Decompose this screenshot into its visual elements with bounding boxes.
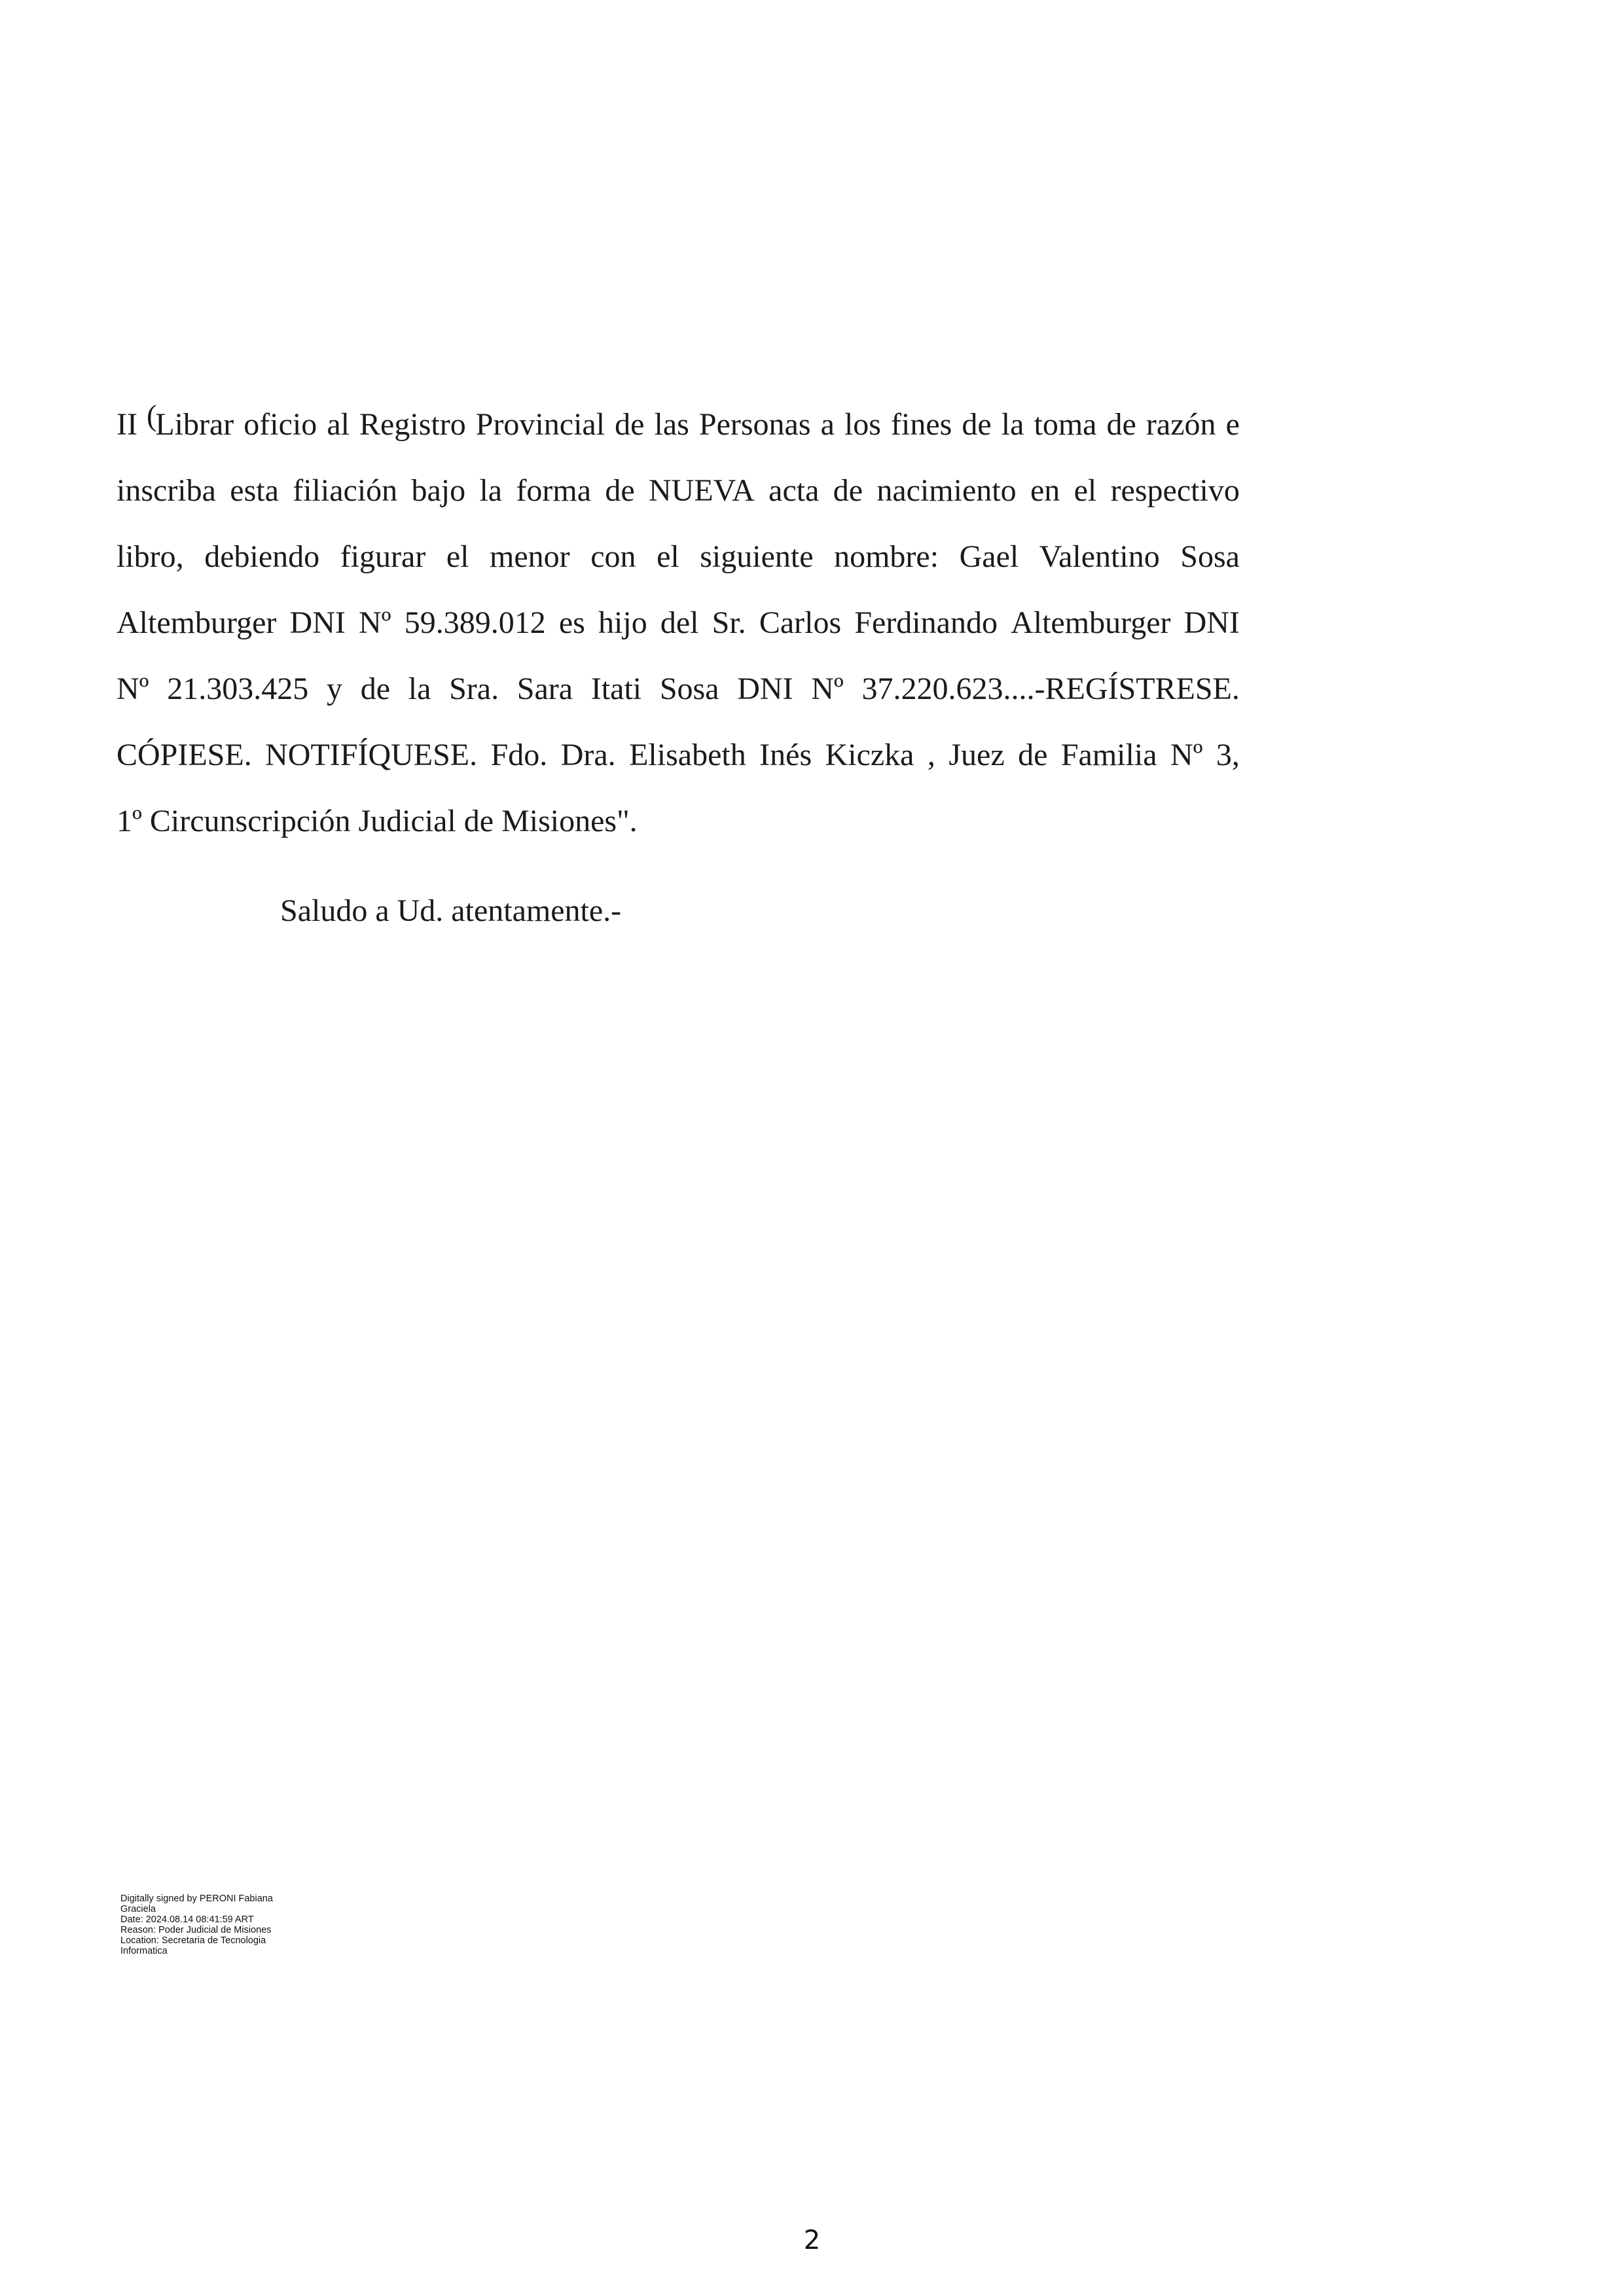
word: DNI: [1183, 605, 1240, 640]
paragraph-paren: (: [146, 399, 157, 432]
word: de: [360, 672, 391, 706]
word: Sara: [516, 672, 573, 706]
paragraph-line: 1º Circunscripción Judicial de Misiones".: [117, 804, 638, 838]
signature-line: Digitally signed by PERONI Fabiana: [120, 1893, 273, 1904]
word: Personas: [698, 407, 811, 442]
word: la: [408, 672, 431, 706]
word: Familia: [1060, 738, 1157, 772]
signature-reason: Reason: Poder Judicial de Misiones: [120, 1925, 272, 1935]
word: Juez: [948, 738, 1005, 772]
word: del: [660, 605, 699, 640]
word: los: [844, 407, 881, 442]
word: Valentino: [1039, 539, 1160, 574]
signature-date: Date: 2024.08.14 08:41:59 ART: [120, 1914, 254, 1925]
word: acta: [768, 473, 820, 508]
word: de: [833, 473, 863, 508]
word: Fdo.: [490, 738, 548, 772]
word: 21.303.425: [167, 672, 309, 706]
word: Registro: [359, 407, 466, 442]
word: es: [558, 605, 585, 640]
signature-location: Location: Secretaria de Tecnologia: [120, 1935, 266, 1946]
word: respectivo: [1110, 473, 1240, 508]
word: a: [820, 407, 835, 442]
page-number: 2: [803, 2225, 821, 2255]
paragraph-number-label: II: [117, 407, 137, 442]
word: en: [1030, 473, 1060, 508]
word: 59.389.012: [404, 605, 546, 640]
word: Sr.: [712, 605, 746, 640]
word: DNI: [289, 605, 346, 640]
word: Kiczka: [825, 738, 914, 772]
word: Inés: [759, 738, 812, 772]
word: esta: [230, 473, 279, 508]
word: bajo: [411, 473, 466, 508]
word: el: [446, 539, 469, 574]
word: Librar: [155, 407, 234, 442]
word: figurar: [340, 539, 426, 574]
word: CÓPIESE.: [117, 738, 252, 772]
word: inscriba: [117, 473, 216, 508]
word: Itati: [590, 672, 642, 706]
digital-signature-block: [120, 1893, 330, 1956]
word: el: [657, 539, 679, 574]
paragraph-line: [117, 656, 1240, 722]
word: fines: [891, 407, 952, 442]
word: Nº: [359, 605, 391, 640]
word: Ferdinando: [854, 605, 998, 640]
word: oficio: [244, 407, 317, 442]
word: 3,: [1216, 738, 1240, 772]
word: Sosa: [659, 672, 719, 706]
word: razón: [1146, 407, 1216, 442]
word: NUEVA: [649, 473, 755, 508]
word: Provincial: [475, 407, 605, 442]
word: Sra.: [449, 672, 499, 706]
word: de: [615, 407, 645, 442]
word: y: [326, 672, 342, 706]
word: Dra.: [560, 738, 616, 772]
word: Nº: [1170, 738, 1203, 772]
word: debiendo: [204, 539, 320, 574]
word: libro,: [117, 539, 184, 574]
body-paragraph: [117, 391, 1240, 854]
signature-line: Informatica: [120, 1946, 168, 1956]
word: la: [479, 473, 503, 508]
word: Elisabeth: [629, 738, 746, 772]
word: nombre:: [834, 539, 939, 574]
word: Gael: [959, 539, 1019, 574]
word: ,: [927, 738, 935, 772]
word: menor: [490, 539, 570, 574]
word: de: [1018, 738, 1048, 772]
word: al: [327, 407, 350, 442]
word: con: [590, 539, 636, 574]
word: filiación: [293, 473, 398, 508]
word: nacimiento: [876, 473, 1017, 508]
word: Sosa: [1180, 539, 1240, 574]
word: hijo: [598, 605, 647, 640]
word: las: [654, 407, 689, 442]
word: Carlos: [759, 605, 842, 640]
word: e: [1225, 407, 1240, 442]
word: la: [1001, 407, 1024, 442]
signature-line: Graciela: [120, 1904, 156, 1914]
paragraph-line: [117, 722, 1240, 788]
word: de: [1106, 407, 1136, 442]
word: toma: [1034, 407, 1097, 442]
paragraph-line: [117, 524, 1240, 590]
paragraph-line: [117, 590, 1240, 656]
paragraph-number: [117, 391, 234, 457]
word: 37.220.623....-REGÍSTRESE.: [861, 672, 1240, 706]
word: Nº: [811, 672, 844, 706]
word: de: [605, 473, 635, 508]
closing-salutation: Saludo a Ud. atentamente.-: [280, 893, 622, 928]
word: Altemburger: [1011, 605, 1171, 640]
paragraph-line: [117, 457, 1240, 524]
word: NOTIFÍQUESE.: [265, 738, 478, 772]
word: de: [962, 407, 992, 442]
word: Nº: [117, 672, 149, 706]
paragraph-line: [117, 391, 1240, 457]
word: DNI: [737, 672, 793, 706]
word: forma: [516, 473, 592, 508]
word: siguiente: [700, 539, 814, 574]
word: el: [1074, 473, 1097, 508]
word: Altemburger: [117, 605, 277, 640]
